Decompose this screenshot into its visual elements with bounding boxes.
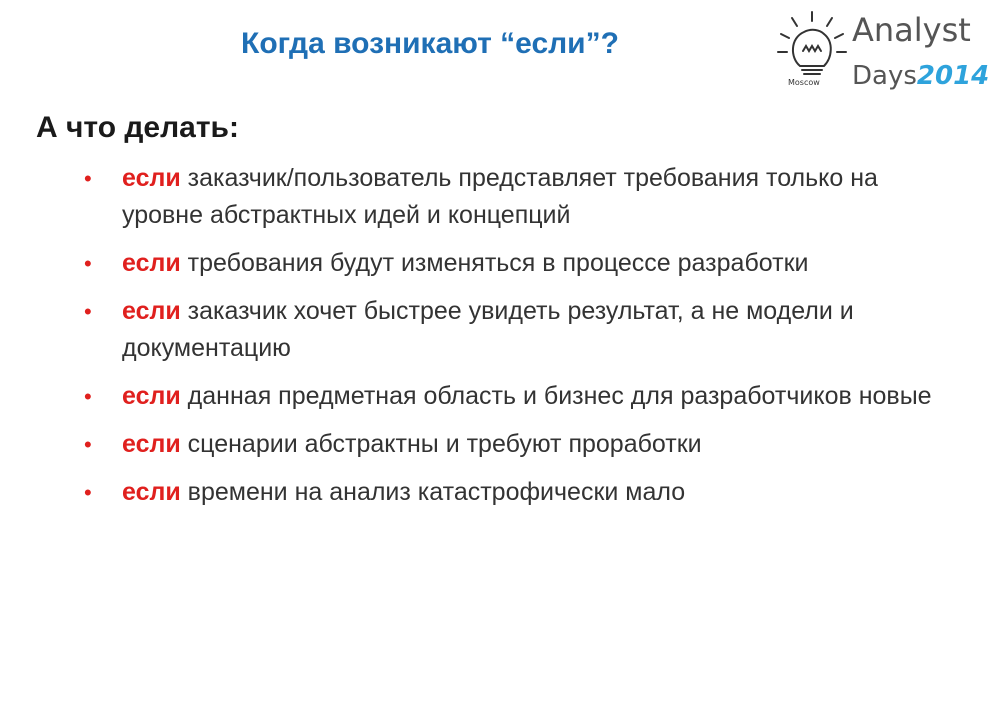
- keyword-esli: если: [122, 478, 181, 506]
- bullet-list: [84, 160, 934, 522]
- bullet-marker: •: [84, 432, 92, 457]
- keyword-esli: если: [122, 164, 181, 192]
- bullet-text: заказчик/пользователь представляет требования только на уровне абстрактных идей и концепций: [122, 164, 878, 229]
- bullet-text: заказчик хочет быстрее увидеть результат, а не модели и документацию: [122, 297, 854, 362]
- bullet-marker: •: [84, 251, 92, 276]
- keyword-esli: если: [122, 430, 181, 458]
- list-item: [84, 245, 934, 282]
- list-item: [84, 378, 934, 415]
- bullet-marker: •: [84, 299, 92, 324]
- logo-word-days: [852, 60, 989, 92]
- list-item: [84, 293, 934, 367]
- keyword-esli: если: [122, 249, 181, 277]
- logo-word-analyst: Analyst: [852, 11, 971, 49]
- bullet-text: требования будут изменяться в процессе разработки: [180, 249, 809, 277]
- analyst-days-logo: [772, 8, 989, 104]
- bullet-marker: •: [84, 166, 92, 191]
- logo-year: 2014: [916, 61, 989, 91]
- list-item: [84, 160, 934, 234]
- bullet-text: сценарии абстрактны и требуют проработки: [180, 430, 702, 458]
- logo-days-text: Days: [852, 61, 917, 91]
- bullet-text: времени на анализ катастрофически мало: [180, 478, 686, 506]
- list-item: [84, 426, 934, 463]
- keyword-esli: если: [122, 297, 181, 325]
- keyword-esli: если: [122, 382, 181, 410]
- bullet-marker: •: [84, 384, 92, 409]
- section-heading: А что делать:: [36, 111, 239, 144]
- slide-title: Когда возникают “если”?: [241, 27, 619, 60]
- bullet-marker: •: [84, 480, 92, 505]
- list-item: [84, 474, 934, 511]
- logo-city: Moscow: [788, 78, 820, 87]
- bullet-text: данная предметная область и бизнес для разработчиков новые: [180, 382, 932, 410]
